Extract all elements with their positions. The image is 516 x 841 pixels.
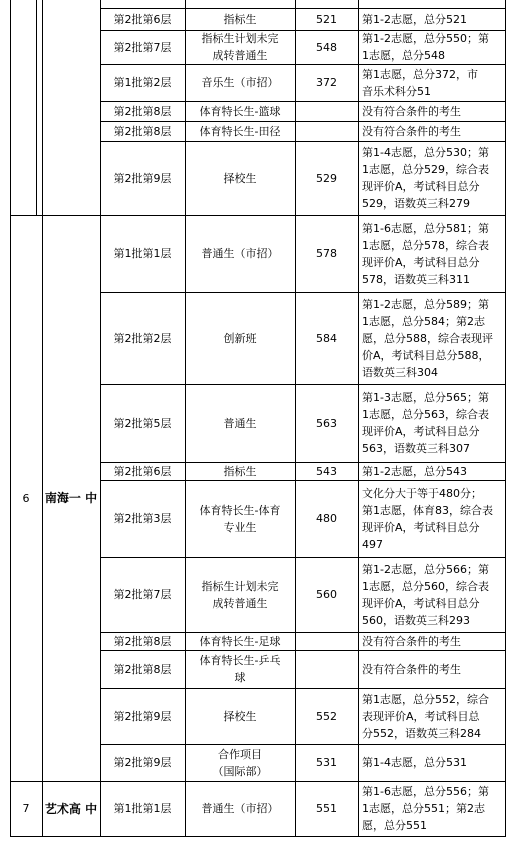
category-cell: 择校生	[223, 171, 257, 185]
category-cell: 体育特长生-足球	[199, 634, 281, 648]
note-cell: 第1-6志愿，总分581；第 1志愿，总分578，综合表 现评价A，考试科目总分 578，语数英三科311	[362, 221, 489, 286]
category-cell: 择校生	[223, 709, 257, 723]
category-cell: 创新班	[223, 331, 257, 345]
category-cell: 普通生（市招）	[201, 247, 279, 260]
row-divider	[100, 632, 506, 633]
row-divider	[100, 480, 506, 481]
column-divider	[358, 0, 359, 837]
column-divider	[42, 0, 43, 837]
row-divider	[100, 121, 506, 122]
note-cell: 第1志愿，总分372，市 音乐术科分51	[362, 67, 478, 98]
category-cell: 普通生	[223, 416, 257, 430]
category-cell: 指标生	[223, 12, 257, 26]
batch-cell: 第2批第9层	[113, 756, 172, 769]
column-divider	[10, 0, 11, 837]
school-index: 6	[22, 491, 30, 505]
batch-cell: 第2批第9层	[113, 709, 172, 723]
batch-cell: 第2批第8层	[113, 634, 172, 648]
note-cell: 第1-4志愿，总分531	[362, 756, 467, 769]
row-divider	[100, 650, 506, 651]
row-divider	[100, 557, 506, 558]
batch-cell: 第2批第8层	[113, 124, 172, 138]
row-divider	[100, 141, 506, 142]
note-cell: 第1-4志愿，总分530；第 1志愿，总分529，综合表 现评价A，考试科目总分 529，语数英三科279	[362, 146, 489, 210]
note-cell: 没有符合条件的考生	[362, 662, 461, 676]
row-divider	[100, 292, 506, 293]
category-cell: 音乐生（市招）	[201, 76, 279, 89]
row-divider	[100, 744, 506, 745]
category-cell: 指标生计划未完 成转普通生	[201, 32, 279, 62]
column-divider	[36, 0, 37, 216]
score-cell: 529	[316, 171, 337, 185]
batch-cell: 第1批第1层	[113, 247, 172, 260]
school-index: 7	[22, 802, 30, 815]
category-cell: 合作项目 （国际部）	[212, 747, 268, 778]
note-cell: 第1-6志愿，总分556；第 1志愿，总分551；第2志 愿，总分551	[362, 785, 489, 832]
score-cell: 584	[316, 331, 337, 345]
score-cell	[295, 121, 358, 141]
batch-cell: 第2批第6层	[113, 12, 172, 26]
score-cell: 552	[316, 709, 337, 723]
score-cell: 531	[316, 756, 337, 769]
block-divider	[10, 215, 506, 216]
score-cell	[295, 632, 358, 650]
batch-cell: 第2批第3层	[113, 512, 172, 525]
note-cell: 文化分大于等于480分； 第1志愿，体育83，综合表 现评价A，考试科目总分 497	[362, 486, 493, 551]
category-cell: 普通生（市招）	[201, 802, 279, 815]
row-divider	[100, 688, 506, 689]
score-cell	[295, 650, 358, 688]
batch-cell: 第1批第1层	[113, 802, 172, 815]
category-cell: 体育特长生-体育 专业生	[199, 503, 281, 534]
column-divider	[505, 0, 506, 837]
row-divider	[100, 30, 506, 31]
category-cell: 体育特长生-乒乓 球	[199, 654, 281, 684]
batch-cell: 第1批第2层	[113, 76, 172, 89]
row-divider	[100, 384, 506, 385]
score-cell: 480	[316, 512, 337, 525]
category-cell: 体育特长生-篮球	[199, 104, 281, 118]
note-cell: 第1-2志愿，总分550；第 1志愿，总分548	[362, 32, 489, 62]
row-divider	[100, 101, 506, 102]
score-cell: 521	[316, 12, 337, 26]
score-cell	[295, 101, 358, 121]
batch-cell: 第2批第5层	[113, 416, 172, 430]
category-cell: 体育特长生-田径	[199, 124, 281, 138]
table-top-border	[100, 8, 506, 9]
category-cell: 指标生计划未完 成转普通生	[201, 579, 279, 610]
school-name	[42, 8, 100, 215]
note-cell: 第1-2志愿，总分543	[362, 464, 467, 478]
batch-cell: 第2批第8层	[113, 104, 172, 118]
row-divider	[100, 462, 506, 463]
score-cell: 543	[316, 464, 337, 478]
batch-cell: 第2批第2层	[113, 331, 172, 345]
school-name: 艺术高 中	[44, 801, 98, 816]
school-index	[10, 8, 42, 215]
table-bottom-border	[10, 836, 506, 837]
score-cell: 578	[316, 247, 337, 260]
score-cell: 551	[316, 802, 337, 815]
column-divider	[185, 0, 186, 837]
batch-cell: 第2批第6层	[113, 464, 172, 478]
batch-cell: 第2批第7层	[113, 588, 172, 601]
batch-cell: 第2批第9层	[113, 171, 172, 185]
note-cell: 没有符合条件的考生	[362, 124, 461, 138]
note-cell: 第1-2志愿，总分566；第 1志愿，总分560，综合表 现评价A，考试科目总分 560，语数英三科293	[362, 562, 489, 627]
batch-cell: 第2批第7层	[113, 40, 172, 54]
score-cell: 560	[316, 588, 337, 601]
score-cell: 563	[316, 416, 337, 430]
school-name: 南海一 中	[44, 491, 98, 505]
category-cell: 指标生	[223, 464, 257, 478]
note-cell: 第1志愿，总分552，综合 表现评价A，考试科目总 分552，语数英三科284	[362, 692, 489, 740]
note-cell: 第1-2志愿，总分589；第 1志愿，总分584；第2志 愿，总分588，综合表现评 价A，考试科目总分588， 语数英三科304	[362, 297, 493, 379]
note-cell: 没有符合条件的考生	[362, 104, 461, 118]
row-divider	[100, 64, 506, 65]
batch-cell: 第2批第8层	[113, 662, 172, 676]
score-cell: 372	[316, 76, 337, 89]
note-cell: 没有符合条件的考生	[362, 634, 461, 648]
score-cell: 548	[316, 40, 337, 54]
column-divider	[295, 0, 296, 837]
column-divider	[100, 0, 101, 837]
note-cell: 第1-3志愿，总分565；第 1志愿，总分563，综合表 现评价A，考试科目总分 563，语数英三科307	[362, 391, 489, 455]
note-cell: 第1-2志愿，总分521	[362, 12, 467, 26]
block-divider	[10, 781, 506, 782]
